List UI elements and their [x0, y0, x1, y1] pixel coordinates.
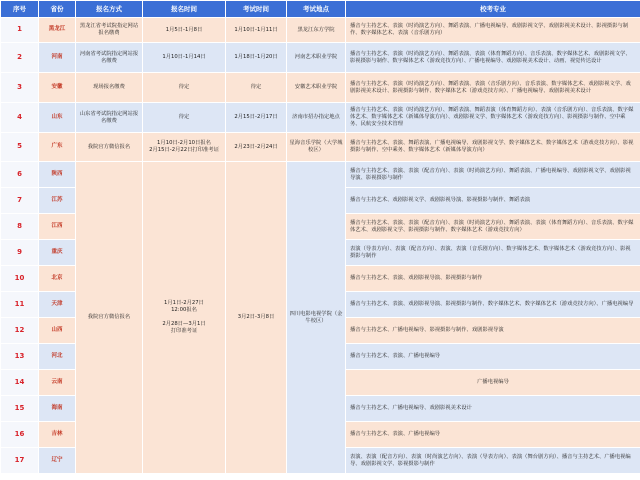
- majors-cell: 表演、表演（配音方向）、表演（时尚演艺方向）、表演（导表方向）、表演（舞台剧方向）、播音与主持艺术、广播电视编导、戏剧影视文学、影视摄影与制作: [346, 448, 640, 474]
- province-cell: 重庆: [39, 240, 76, 266]
- province-cell: 河北: [39, 344, 76, 370]
- method-cell: 河南省考试院指定网站报名缴费: [76, 43, 143, 73]
- exam-site-cell: 河南艺术职业学院: [287, 43, 346, 73]
- province-cell: 山东: [39, 103, 76, 133]
- row-number: 13: [1, 344, 39, 370]
- table-row: [1, 43, 640, 73]
- exam-time-cell: 1月18日-1月20日: [226, 43, 287, 73]
- majors-cell: 播音与主持艺术、表演、戏剧影视导演、影视摄影与制作: [346, 266, 640, 292]
- method-cell: 现场报名缴费: [76, 73, 143, 103]
- province-cell: 黑龙江: [39, 18, 76, 43]
- province-cell: 云南: [39, 370, 76, 396]
- row-number: 5: [1, 133, 39, 162]
- majors-cell: 播音与主持艺术、广播电视编导、影视摄影与制作、戏剧影视导演: [346, 318, 640, 344]
- method-cell: 黑龙江省考试院指定网站报名缴费: [76, 18, 143, 43]
- province-cell: 河南: [39, 43, 76, 73]
- signup-time-cell: 待定: [143, 103, 226, 133]
- shared-signup-time-cell: 1月1日-2月27日 12:00报名 2月28日—3月1日 打印准考证: [143, 162, 226, 474]
- header-majors: 校考专业: [346, 1, 640, 18]
- table-row: [1, 73, 640, 103]
- row-number: 9: [1, 240, 39, 266]
- exam-time-cell: 2月15日-2月17日: [226, 103, 287, 133]
- majors-cell: 播音与主持艺术、表演（时尚演艺方向）、舞蹈表演、广播电视编导、戏剧影视文学、戏剧影视美术设计、影视摄影与制作、数字媒体艺术、表演（音乐剧方向）: [346, 18, 640, 43]
- majors-cell: 广播电视编导: [346, 370, 640, 396]
- row-number: 14: [1, 370, 39, 396]
- shared-exam-time-cell: 3月2日-3月8日: [226, 162, 287, 474]
- table-row: [1, 162, 640, 188]
- exam-site-cell: 黑龙江东方学院: [287, 18, 346, 43]
- row-number: 15: [1, 396, 39, 422]
- row-number: 2: [1, 43, 39, 73]
- row-number: 11: [1, 292, 39, 318]
- row-number: 3: [1, 73, 39, 103]
- table-header-row: [1, 1, 640, 18]
- exam-time-cell: 1月10日-1月11日: [226, 18, 287, 43]
- method-cell: 我院官方微信报名: [76, 133, 143, 162]
- exam-site-cell: 济南市招办指定地点: [287, 103, 346, 133]
- province-cell: 北京: [39, 266, 76, 292]
- exam-time-cell: 待定: [226, 73, 287, 103]
- majors-cell: 播音与主持艺术、戏剧影视文学、戏剧影视导演、影视摄影与制作、舞蹈表演: [346, 188, 640, 214]
- exam-time-cell: 2月23日-2月24日: [226, 133, 287, 162]
- signup-time-cell: 1月10日-2月10日报名 2月15日-2月22日打印准考证: [143, 133, 226, 162]
- majors-cell: 播音与主持艺术、表演、戏剧影视导演、影视摄影与制作、数字媒体艺术、数字媒体艺术（游戏竞技方向）、广播电视编导: [346, 292, 640, 318]
- signup-time-cell: 待定: [143, 73, 226, 103]
- shared-exam-site-cell: 四川电影电视学院（金牛校区）: [287, 162, 346, 474]
- majors-cell: 播音与主持艺术、广播电视编导、戏剧影视美术设计: [346, 396, 640, 422]
- signup-time-cell: 1月5日-1月8日: [143, 18, 226, 43]
- header-signup-time: 报名时间: [143, 1, 226, 18]
- shared-method-cell: 我院官方微信报名: [76, 162, 143, 474]
- province-cell: 天津: [39, 292, 76, 318]
- signup-time-cell: 1月10日-1月14日: [143, 43, 226, 73]
- province-cell: 吉林: [39, 422, 76, 448]
- province-cell: 辽宁: [39, 448, 76, 474]
- majors-cell: 播音与主持艺术、表演、广播电视编导: [346, 422, 640, 448]
- majors-cell: 播音与主持艺术、表演、表演（配音方向）、表演（时尚演艺方向）、舞蹈表演、表演（体育舞蹈方向）、音乐表演、数字媒体艺术、戏剧影视文学、影视摄影与制作、数字媒体艺术（游戏竞技方向）: [346, 214, 640, 240]
- row-number: 8: [1, 214, 39, 240]
- header-exam-time: 考试时间: [226, 1, 287, 18]
- table-row: [1, 18, 640, 43]
- province-cell: 江苏: [39, 188, 76, 214]
- majors-cell: 播音与主持艺术、表演、表演（配音方向）、表演（时尚演艺方向）、舞蹈表演、广播电视编导、戏剧影视文学、戏剧影视导演、影视摄影与制作: [346, 162, 640, 188]
- exam-site-cell: 安徽艺术职业学院: [287, 73, 346, 103]
- majors-cell: 播音与主持艺术、表演（时尚演艺方向）、舞蹈表演、表演（体育舞蹈方向）、音乐表演、数字媒体艺术、戏剧影视文学、影视摄影与制作、数字媒体艺术（游戏竞技方向）、广播电视编导、戏剧影视美术设计、动画、视觉传达设计: [346, 43, 640, 73]
- province-cell: 陕西: [39, 162, 76, 188]
- row-number: 4: [1, 103, 39, 133]
- header-province: 省份: [39, 1, 76, 18]
- table-row: [1, 133, 640, 162]
- header-num: 序号: [1, 1, 39, 18]
- header-exam-site: 考试地点: [287, 1, 346, 18]
- exam-site-cell: 星海音乐学院（大学城校区）: [287, 133, 346, 162]
- row-number: 6: [1, 162, 39, 188]
- province-cell: 江西: [39, 214, 76, 240]
- header-method: 报名方式: [76, 1, 143, 18]
- province-cell: 安徽: [39, 73, 76, 103]
- row-number: 10: [1, 266, 39, 292]
- province-cell: 广东: [39, 133, 76, 162]
- row-number: 17: [1, 448, 39, 474]
- majors-cell: 播音与主持艺术、表演（时尚演艺方向）、舞蹈表演、表演（音乐剧方向）、音乐表演、数字媒体艺术、戏剧影视文学、戏剧影视美术设计、影视摄影与制作、数字媒体艺术（游戏竞技方向）、广播电视编导、戏剧影视美术设计: [346, 73, 640, 103]
- row-number: 7: [1, 188, 39, 214]
- table-row: [1, 103, 640, 133]
- majors-cell: 播音与主持艺术、表演、舞蹈表演、广播电视编导、戏剧影视文学、数字媒体艺术、数字媒体艺术（游戏竞技方向）、影视摄影与制作、空中乘务、数字媒体艺术（新媒体导演方向）: [346, 133, 640, 162]
- majors-cell: 播音与主持艺术、表演（时尚演艺方向）、舞蹈表演、舞蹈表演（体育舞蹈方向）、表演（音乐剧方向）、音乐表演、数字媒体艺术、数字媒体艺术（新媒体导演方向）、戏剧影视文学、数字媒体艺术（游戏竞技方向）、影视摄影与制作、空中乘务、民航安全技术管理: [346, 103, 640, 133]
- row-number: 1: [1, 18, 39, 43]
- majors-cell: 表演（导表方向）、表演（配音方向）、表演、表演（音乐剧方向）、数字媒体艺术、数字媒体艺术（游戏竞技方向）、影视摄影与制作: [346, 240, 640, 266]
- method-cell: 山东省考试院指定网站报名缴费: [76, 103, 143, 133]
- province-cell: 山西: [39, 318, 76, 344]
- row-number: 16: [1, 422, 39, 448]
- province-cell: 海南: [39, 396, 76, 422]
- majors-cell: 播音与主持艺术、表演、广播电视编导: [346, 344, 640, 370]
- row-number: 12: [1, 318, 39, 344]
